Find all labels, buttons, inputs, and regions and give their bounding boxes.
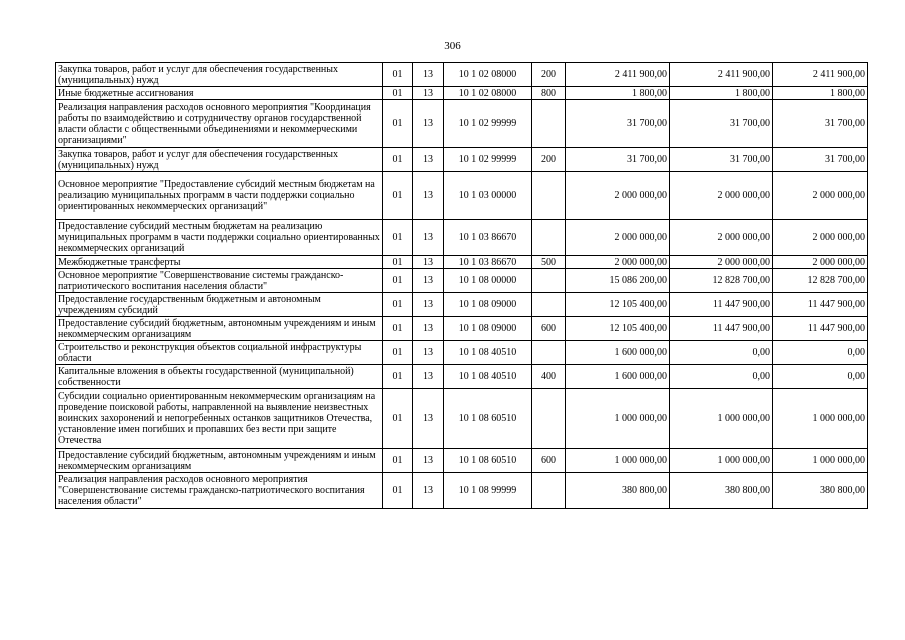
cell-section: 01 bbox=[383, 473, 413, 509]
cell-target-article: 10 1 03 86670 bbox=[444, 256, 532, 269]
cell-section: 01 bbox=[383, 100, 413, 148]
cell-amount-year-3: 31 700,00 bbox=[773, 148, 868, 172]
cell-amount-year-2: 12 828 700,00 bbox=[670, 269, 773, 293]
table-row bbox=[56, 269, 868, 293]
cell-section: 01 bbox=[383, 449, 413, 473]
cell-subsection: 13 bbox=[413, 389, 444, 449]
cell-amount-year-3: 2 000 000,00 bbox=[773, 256, 868, 269]
cell-amount-year-1: 15 086 200,00 bbox=[566, 269, 670, 293]
cell-name: Предоставление государственным бюджетным и автономным учреждениям субсидий bbox=[56, 293, 383, 317]
cell-amount-year-1: 2 000 000,00 bbox=[566, 220, 670, 256]
cell-section: 01 bbox=[383, 389, 413, 449]
cell-amount-year-2: 2 000 000,00 bbox=[670, 172, 773, 220]
cell-expense-type bbox=[532, 341, 566, 365]
cell-subsection: 13 bbox=[413, 220, 444, 256]
cell-name: Реализация направления расходов основного мероприятия "Совершенствование системы гражданско-патриотического воспитания населения области" bbox=[56, 473, 383, 509]
cell-target-article: 10 1 03 00000 bbox=[444, 172, 532, 220]
cell-amount-year-3: 2 000 000,00 bbox=[773, 172, 868, 220]
cell-target-article: 10 1 08 40510 bbox=[444, 365, 532, 389]
cell-target-article: 10 1 02 08000 bbox=[444, 87, 532, 100]
cell-expense-type bbox=[532, 269, 566, 293]
cell-subsection: 13 bbox=[413, 87, 444, 100]
cell-subsection: 13 bbox=[413, 341, 444, 365]
cell-expense-type: 800 bbox=[532, 87, 566, 100]
cell-amount-year-3: 2 000 000,00 bbox=[773, 220, 868, 256]
cell-name: Субсидии социально ориентированным некоммерческим организациям на проведение поисковой работы, направленной на выявление неизвестных воинских захоронений и непогребенных останков защитников Отечества, установление имен погибших и пропавших без вести при защите Отечества bbox=[56, 389, 383, 449]
cell-subsection: 13 bbox=[413, 449, 444, 473]
cell-amount-year-1: 12 105 400,00 bbox=[566, 317, 670, 341]
cell-expense-type: 500 bbox=[532, 256, 566, 269]
cell-section: 01 bbox=[383, 269, 413, 293]
cell-amount-year-1: 1 600 000,00 bbox=[566, 341, 670, 365]
cell-amount-year-3: 1 800,00 bbox=[773, 87, 868, 100]
table-row bbox=[56, 473, 868, 509]
cell-target-article: 10 1 08 60510 bbox=[444, 389, 532, 449]
cell-subsection: 13 bbox=[413, 256, 444, 269]
table-row bbox=[56, 317, 868, 341]
cell-name: Закупка товаров, работ и услуг для обеспечения государственных (муниципальных) нужд bbox=[56, 63, 383, 87]
cell-expense-type: 600 bbox=[532, 449, 566, 473]
cell-section: 01 bbox=[383, 293, 413, 317]
cell-subsection: 13 bbox=[413, 473, 444, 509]
cell-amount-year-3: 11 447 900,00 bbox=[773, 293, 868, 317]
cell-amount-year-2: 2 411 900,00 bbox=[670, 63, 773, 87]
cell-amount-year-1: 1 000 000,00 bbox=[566, 389, 670, 449]
cell-amount-year-3: 11 447 900,00 bbox=[773, 317, 868, 341]
table-row bbox=[56, 87, 868, 100]
cell-name: Основное мероприятие "Совершенствование системы гражданско-патриотического воспитания населения области" bbox=[56, 269, 383, 293]
cell-expense-type: 200 bbox=[532, 63, 566, 87]
cell-name: Иные бюджетные ассигнования bbox=[56, 87, 383, 100]
cell-name: Реализация направления расходов основного мероприятия "Координация работы по взаимодействию и сотрудничеству органов государственной власти области с общественными объединениями и некоммерческими организациями" bbox=[56, 100, 383, 148]
cell-section: 01 bbox=[383, 148, 413, 172]
cell-amount-year-2: 31 700,00 bbox=[670, 148, 773, 172]
cell-section: 01 bbox=[383, 365, 413, 389]
table-row bbox=[56, 256, 868, 269]
cell-amount-year-3: 12 828 700,00 bbox=[773, 269, 868, 293]
cell-amount-year-1: 1 800,00 bbox=[566, 87, 670, 100]
table-row bbox=[56, 220, 868, 256]
cell-amount-year-1: 2 411 900,00 bbox=[566, 63, 670, 87]
cell-amount-year-3: 380 800,00 bbox=[773, 473, 868, 509]
cell-amount-year-2: 31 700,00 bbox=[670, 100, 773, 148]
cell-name: Предоставление субсидий местным бюджетам на реализацию муниципальных программ в части поддержки социально ориентированных некоммерческих организаций bbox=[56, 220, 383, 256]
cell-target-article: 10 1 02 99999 bbox=[444, 148, 532, 172]
table-row bbox=[56, 341, 868, 365]
cell-name: Капитальные вложения в объекты государственной (муниципальной) собственности bbox=[56, 365, 383, 389]
cell-section: 01 bbox=[383, 220, 413, 256]
page-number: 306 bbox=[444, 40, 461, 52]
cell-expense-type bbox=[532, 293, 566, 317]
cell-amount-year-1: 1 600 000,00 bbox=[566, 365, 670, 389]
cell-amount-year-3: 2 411 900,00 bbox=[773, 63, 868, 87]
cell-section: 01 bbox=[383, 63, 413, 87]
cell-amount-year-2: 11 447 900,00 bbox=[670, 317, 773, 341]
cell-expense-type bbox=[532, 389, 566, 449]
cell-amount-year-1: 12 105 400,00 bbox=[566, 293, 670, 317]
cell-name: Строительство и реконструкция объектов социальной инфраструктуры области bbox=[56, 341, 383, 365]
table-row bbox=[56, 449, 868, 473]
cell-subsection: 13 bbox=[413, 100, 444, 148]
cell-expense-type: 600 bbox=[532, 317, 566, 341]
cell-amount-year-2: 2 000 000,00 bbox=[670, 220, 773, 256]
cell-expense-type bbox=[532, 172, 566, 220]
cell-target-article: 10 1 08 99999 bbox=[444, 473, 532, 509]
cell-amount-year-3: 31 700,00 bbox=[773, 100, 868, 148]
cell-amount-year-1: 2 000 000,00 bbox=[566, 172, 670, 220]
cell-section: 01 bbox=[383, 172, 413, 220]
cell-subsection: 13 bbox=[413, 172, 444, 220]
cell-amount-year-3: 1 000 000,00 bbox=[773, 389, 868, 449]
cell-expense-type bbox=[532, 473, 566, 509]
cell-subsection: 13 bbox=[413, 293, 444, 317]
cell-amount-year-2: 1 000 000,00 bbox=[670, 389, 773, 449]
table-row bbox=[56, 293, 868, 317]
cell-amount-year-1: 1 000 000,00 bbox=[566, 449, 670, 473]
cell-target-article: 10 1 08 00000 bbox=[444, 269, 532, 293]
cell-target-article: 10 1 08 09000 bbox=[444, 293, 532, 317]
cell-expense-type: 200 bbox=[532, 148, 566, 172]
cell-subsection: 13 bbox=[413, 317, 444, 341]
cell-target-article: 10 1 03 86670 bbox=[444, 220, 532, 256]
cell-amount-year-3: 1 000 000,00 bbox=[773, 449, 868, 473]
table-row bbox=[56, 365, 868, 389]
table-row bbox=[56, 389, 868, 449]
cell-amount-year-2: 1 000 000,00 bbox=[670, 449, 773, 473]
cell-name: Закупка товаров, работ и услуг для обеспечения государственных (муниципальных) нужд bbox=[56, 148, 383, 172]
cell-section: 01 bbox=[383, 317, 413, 341]
cell-target-article: 10 1 02 08000 bbox=[444, 63, 532, 87]
table-row bbox=[56, 63, 868, 87]
cell-name: Предоставление субсидий бюджетным, автономным учреждениям и иным некоммерческим организациям bbox=[56, 317, 383, 341]
cell-expense-type: 400 bbox=[532, 365, 566, 389]
cell-amount-year-2: 380 800,00 bbox=[670, 473, 773, 509]
cell-section: 01 bbox=[383, 256, 413, 269]
cell-target-article: 10 1 08 40510 bbox=[444, 341, 532, 365]
cell-amount-year-1: 31 700,00 bbox=[566, 148, 670, 172]
cell-amount-year-1: 380 800,00 bbox=[566, 473, 670, 509]
table-body bbox=[56, 63, 868, 509]
table-row bbox=[56, 172, 868, 220]
cell-amount-year-1: 2 000 000,00 bbox=[566, 256, 670, 269]
cell-section: 01 bbox=[383, 87, 413, 100]
cell-target-article: 10 1 08 60510 bbox=[444, 449, 532, 473]
cell-expense-type bbox=[532, 100, 566, 148]
table-row bbox=[56, 100, 868, 148]
cell-amount-year-3: 0,00 bbox=[773, 365, 868, 389]
cell-name: Основное мероприятие "Предоставление субсидий местным бюджетам на реализацию муниципальных программ в части поддержки социально ориентированных некоммерческих организаций" bbox=[56, 172, 383, 220]
cell-subsection: 13 bbox=[413, 63, 444, 87]
cell-section: 01 bbox=[383, 341, 413, 365]
cell-subsection: 13 bbox=[413, 365, 444, 389]
cell-target-article: 10 1 08 09000 bbox=[444, 317, 532, 341]
cell-amount-year-2: 2 000 000,00 bbox=[670, 256, 773, 269]
cell-subsection: 13 bbox=[413, 148, 444, 172]
cell-expense-type bbox=[532, 220, 566, 256]
cell-target-article: 10 1 02 99999 bbox=[444, 100, 532, 148]
cell-amount-year-2: 0,00 bbox=[670, 341, 773, 365]
cell-subsection: 13 bbox=[413, 269, 444, 293]
table-row bbox=[56, 148, 868, 172]
cell-amount-year-2: 0,00 bbox=[670, 365, 773, 389]
cell-name: Предоставление субсидий бюджетным, автономным учреждениям и иным некоммерческим организациям bbox=[56, 449, 383, 473]
cell-amount-year-2: 1 800,00 bbox=[670, 87, 773, 100]
cell-amount-year-1: 31 700,00 bbox=[566, 100, 670, 148]
budget-table bbox=[55, 62, 868, 509]
cell-amount-year-3: 0,00 bbox=[773, 341, 868, 365]
cell-name: Межбюджетные трансферты bbox=[56, 256, 383, 269]
cell-amount-year-2: 11 447 900,00 bbox=[670, 293, 773, 317]
